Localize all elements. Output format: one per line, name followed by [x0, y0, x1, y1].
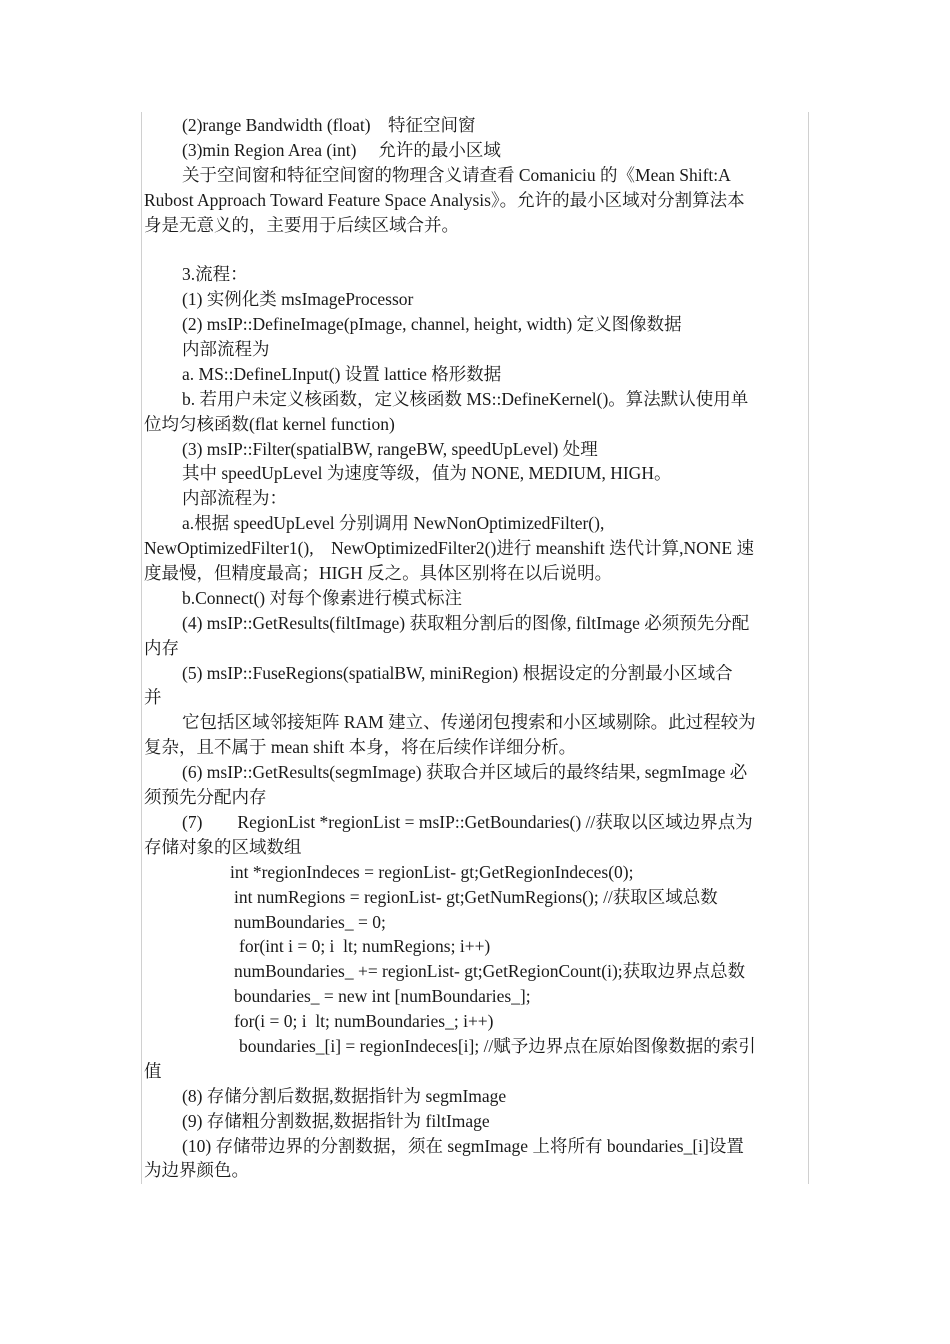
- param-min-region-area: (3)min Region Area (int) 允许的最小区域: [182, 139, 501, 160]
- step-line: (8) 存储分割后数据,数据指针为 segmImage: [182, 1085, 507, 1106]
- paragraph-line: 并: [144, 687, 162, 708]
- substep-line: b.Connect() 对每个像素进行模式标注: [182, 587, 462, 608]
- step-line: (4) msIP::GetResults(filtImage) 获取粗分割后的图像, filtImage 必须预先分配: [182, 612, 750, 633]
- step-line: (3) msIP::Filter(spatialBW, rangeBW, speedUpLevel) 处理: [182, 438, 598, 459]
- blank-line: [144, 237, 806, 262]
- paragraph-line: Rubost Approach Toward Feature Space Analysis》。允许的最小区域对分割算法本: [144, 189, 745, 210]
- step-line: (7) RegionList *regionList = msIP::GetBoundaries() //获取以区域边界点为: [182, 811, 753, 832]
- code-line: for(i = 0; i lt; numBoundaries_; i++): [234, 1011, 494, 1032]
- code-line: int numRegions = regionList- gt;GetNumRegions(); //获取区域总数: [234, 886, 718, 907]
- paragraph-line: 关于空间窗和特征空间窗的物理含义请查看 Comaniciu 的《Mean Shift:A: [182, 164, 731, 185]
- code-line: numBoundaries_ += regionList- gt;GetRegionCount(i);获取边界点总数: [234, 961, 746, 982]
- code-line: boundaries_[i] = regionIndeces[i]; //赋予边界点在原始图像数据的索引: [239, 1035, 756, 1056]
- substep-line: b. 若用户未定义核函数，定义核函数 MS::DefineKernel()。算法默认使用单: [182, 388, 749, 409]
- step-line: (9) 存储粗分割数据,数据指针为 filtImage: [182, 1110, 490, 1131]
- param-range-bandwidth: (2)range Bandwidth (float) 特征空间窗: [182, 115, 476, 135]
- code-line: numBoundaries_ = 0;: [234, 911, 386, 932]
- substep-line: a.根据 speedUpLevel 分别调用 NewNonOptimizedFilter(),: [182, 513, 605, 534]
- paragraph-line: 复杂，且不属于 mean shift 本身，将在后续作详细分析。: [144, 737, 577, 758]
- paragraph-line: 度最慢，但精度最高；HIGH 反之。具体区别将在以后说明。: [144, 563, 613, 584]
- step-line: (2) msIP::DefineImage(pImage, channel, height, width) 定义图像数据: [182, 314, 682, 335]
- paragraph-line: 它包括区域邻接矩阵 RAM 建立、传递闭包搜索和小区域剔除。此过程较为: [182, 712, 756, 733]
- paragraph-line: 内部流程为：: [182, 488, 287, 509]
- step-line: (5) msIP::FuseRegions(spatialBW, miniRegion) 根据设定的分割最小区域合: [182, 662, 733, 683]
- paragraph-line: 值: [144, 1060, 162, 1081]
- step-line: (1) 实例化类 msImageProcessor: [182, 289, 414, 310]
- paragraph-line: 存储对象的区域数组: [144, 836, 302, 857]
- section-heading: 3.流程：: [182, 264, 248, 285]
- code-line: boundaries_ = new int [numBoundaries_];: [234, 986, 531, 1007]
- right-margin-rule: [808, 112, 809, 1184]
- document-body: [144, 113, 806, 1183]
- paragraph-line: 内存: [144, 637, 179, 658]
- substep-line: a. MS::DefineLInput() 设置 lattice 格形数据: [182, 363, 502, 384]
- paragraph-line: 其中 speedUpLevel 为速度等级，值为 NONE, MEDIUM, HIGH。: [182, 463, 672, 484]
- left-margin-rule: [141, 112, 142, 1184]
- code-line: for(int i = 0; i lt; numRegions; i++): [239, 936, 491, 957]
- paragraph-line: 内部流程为: [182, 339, 270, 360]
- step-line: (6) msIP::GetResults(segmImage) 获取合并区域后的最终结果, segmImage 必: [182, 762, 748, 783]
- paragraph-line: 为边界颜色。: [144, 1160, 249, 1181]
- code-line: int *regionIndeces = regionList- gt;GetRegionIndeces(0);: [230, 861, 634, 882]
- paragraph-line: 身是无意义的，主要用于后续区域合并。: [144, 214, 459, 235]
- step-line: (10) 存储带边界的分割数据，须在 segmImage 上将所有 boundaries_[i]设置: [182, 1135, 744, 1156]
- paragraph-line: 须预先分配内存: [144, 787, 267, 808]
- paragraph-line: 位均匀核函数(flat kernel function): [144, 413, 395, 434]
- paragraph-line: NewOptimizedFilter1(), NewOptimizedFilter2()进行 meanshift 迭代计算,NONE 速: [144, 538, 754, 559]
